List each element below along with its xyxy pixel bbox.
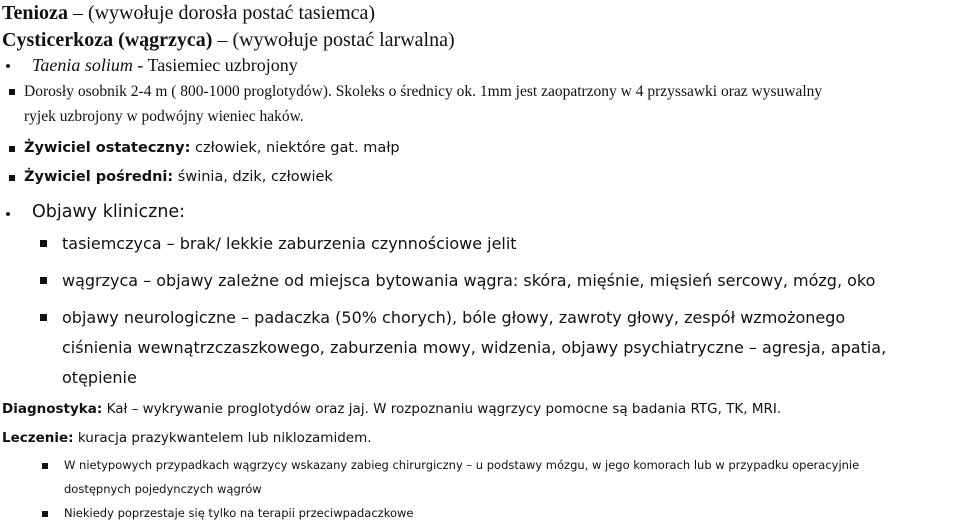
symptom-neurological-line3: otępienie: [62, 368, 137, 387]
symptom-neurological-line1: objawy neurologiczne – padaczka (50% chorych), bóle głowy, zawroty głowy, zespół wzmożonego: [62, 308, 846, 327]
species-common-name: - Tasiemiec uzbrojony: [132, 55, 298, 75]
intermediate-host-line: [24, 167, 333, 187]
surgery-note-line1: W nietypowych przypadkach wągrzycy wskazany zabieg chirurgiczny – u podstawy mózgu, w jego komorach lub w przypadku operacyjnie: [64, 458, 860, 472]
therapy-note: Niekiedy poprzestaje się tylko na terapii przeciwpadaczkowe: [64, 506, 414, 520]
bullet-square: [9, 89, 15, 95]
diagnosis-text: Kał – wykrywanie proglotydów oraz jaj. W rozpoznaniu wągrzycy pomocne są badania RTG, TK, MRI.: [102, 401, 782, 417]
definitive-host-label: Żywiciel ostateczny:: [24, 140, 191, 156]
symptom-cysticercosis: wągrzyca – objawy zależne od miejsca bytowania wągra: skóra, mięśnie, mięsień sercowy, mózg, oko: [62, 271, 876, 290]
species-latin-name: Taenia solium: [32, 55, 133, 75]
treatment-text: kuracja prazykwantelem lub niklozamidem.: [73, 430, 372, 446]
bullet-dot: [6, 64, 10, 68]
bullet-square: [40, 277, 47, 284]
heading-teniosis-desc: – (wywołuje dorosła postać tasiemca): [67, 2, 376, 24]
diagnosis-label: Diagnostyka:: [2, 401, 103, 417]
symptom-neurological-line2: ciśnienia wewnątrzczaszkowego, zaburzenia mowy, widzenia, objawy psychiatryczne – agresja, apatia,: [62, 338, 887, 357]
heading-teniosis: [2, 0, 375, 26]
treatment-label: Leczenie:: [2, 430, 74, 446]
bullet-square: [42, 511, 48, 517]
adult-description-line1: Dorosły osobnik 2-4 m ( 800-1000 proglotydów). Skoleks o średnicy ok. 1mm jest zaopatrzony w 4 przyssawki oraz wysuwalny: [24, 83, 823, 100]
bullet-square: [42, 463, 48, 469]
species-line: [32, 53, 298, 77]
heading-cysticercosis: [2, 27, 455, 53]
definitive-host-value: człowiek, niektóre gat. małp: [190, 140, 400, 156]
surgery-note-line2: dostępnych pojedynczych wągrów: [64, 482, 262, 496]
bullet-dot: [6, 212, 10, 216]
adult-description-line2: ryjek uzbrojony w podwójny wieniec haków.: [24, 108, 304, 125]
bullet-square: [9, 146, 15, 152]
heading-cysticercosis-title: Cysticerkoza (wągrzyca): [2, 29, 213, 51]
symptom-taeniasis: tasiemczyca – brak/ lekkie zaburzenia czynnościowe jelit: [62, 234, 517, 253]
bullet-square: [40, 314, 47, 321]
definitive-host-line: [24, 138, 400, 158]
intermediate-host-value: świnia, dzik, człowiek: [173, 169, 333, 185]
bullet-square: [9, 175, 15, 181]
treatment-line: [2, 428, 372, 448]
intermediate-host-label: Żywiciel pośredni:: [24, 169, 174, 185]
symptoms-title: Objawy kliniczne:: [32, 202, 186, 222]
heading-teniosis-title: Tenioza: [2, 2, 68, 24]
heading-cysticercosis-desc: – (wywołuje postać larwalna): [212, 29, 455, 51]
diagnosis-line: [2, 399, 781, 419]
bullet-square: [40, 240, 47, 247]
